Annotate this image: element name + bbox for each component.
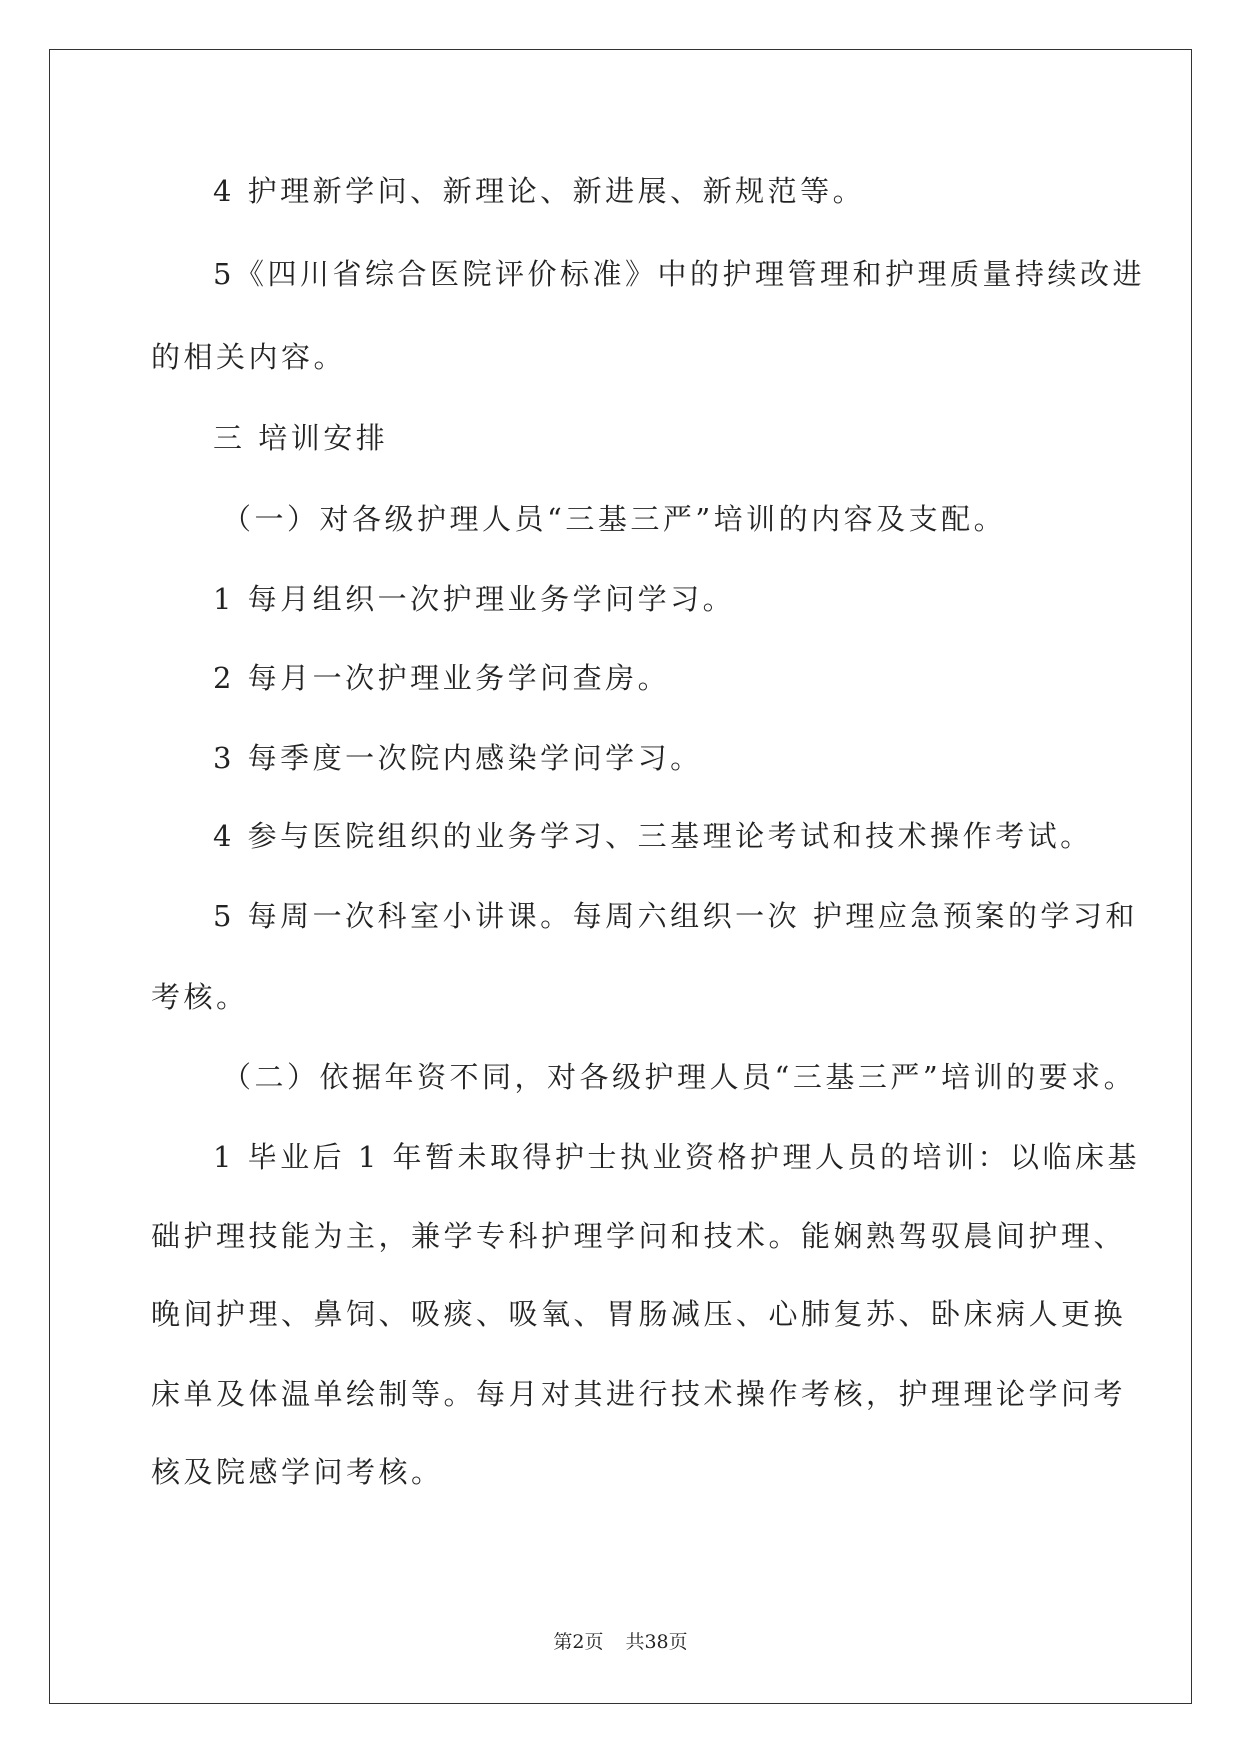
text-line: 5《四川省综合医院评价标准》中的护理管理和护理质量持续改进 (213, 257, 1145, 291)
text-line: 的相关内容。 (151, 340, 347, 374)
text-line: 1 每月组织一次护理业务学问学习。 (213, 582, 736, 616)
text-line: 4 护理新学问、新理论、新进展、新规范等。 (213, 174, 866, 208)
section-heading: 三 培训安排 (213, 421, 389, 455)
text-line: 考核。 (151, 980, 249, 1014)
text-line: 4 参与医院组织的业务学习、三基理论考试和技术操作考试。 (213, 819, 1093, 853)
subsection-heading: （二）依据年资不同，对各级护理人员“三基三严”培训的要求。 (222, 1060, 1137, 1094)
text-line: 1 毕业后 1 年暂未取得护士执业资格护理人员的培训：以临床基 (213, 1140, 1141, 1174)
text-line: 晚间护理、鼻饲、吸痰、吸氧、胃肠减压、心肺复苏、卧床病人更换 (151, 1297, 1127, 1331)
text-line: 础护理技能为主，兼学专科护理学问和技术。能娴熟驾驭晨间护理、 (151, 1219, 1127, 1253)
text-line: 核及院感学问考核。 (151, 1455, 444, 1489)
text-line: 3 每季度一次院内感染学问学习。 (213, 741, 703, 775)
subsection-heading: （一）对各级护理人员“三基三严”培训的内容及支配。 (222, 502, 1007, 536)
text-line: 2 每月一次护理业务学问查房。 (213, 661, 671, 695)
page-number: 第2页 (553, 1631, 604, 1653)
page-total: 共38页 (625, 1631, 688, 1653)
text-line: 5 每周一次科室小讲课。每周六组织一次 护理应急预案的学习和 (213, 899, 1138, 933)
page-footer (0, 1630, 1241, 1654)
text-line: 床单及体温单绘制等。每月对其进行技术操作考核，护理理论学问考 (151, 1377, 1127, 1411)
